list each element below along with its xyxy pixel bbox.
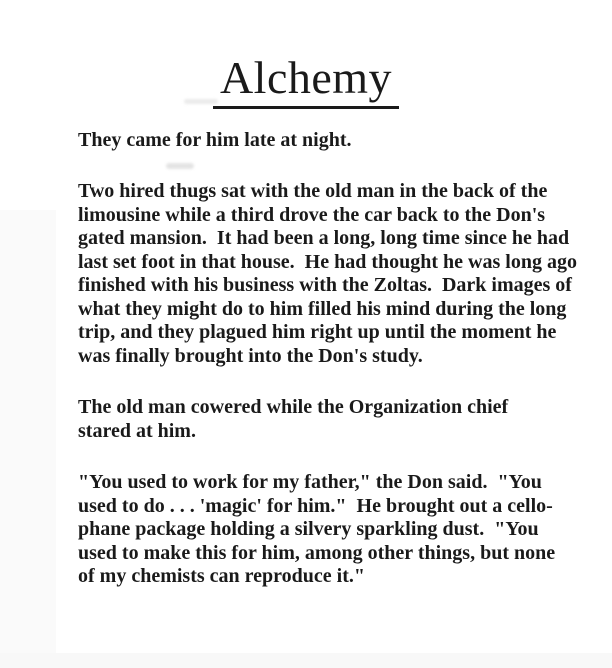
text-line: last set foot in that house. He had thought he was long ago [78,250,577,273]
text-line: gated mansion. It had been a long, long time since he had [78,227,570,250]
document-page [0,52,612,668]
page-title-text: Alchemy [213,52,399,109]
scan-edge-shading-left [0,210,56,660]
text-line: what they might do to him filled his mind during the long [78,297,567,320]
text-line: finished with his business with the Zoltas. Dark images of [78,274,572,297]
text-line: used to do . . . 'magic' for him." He brought out a cello- [78,494,553,517]
text-line: phane package holding a silvery sparkling dust. "You [78,518,539,541]
scan-smudge [166,163,194,169]
text-line: trip, and they plagued him right up until the moment he [78,321,557,344]
paragraph [78,129,612,153]
text-line: The old man cowered while the Organization chief [78,396,509,419]
paragraph [78,471,612,589]
scan-smudge [184,99,218,104]
text-line: was finally brought into the Don's study. [78,344,423,367]
text-line: of my chemists can reproduce it." [78,565,365,588]
text-line: "You used to work for my father," the Don said. "You [78,471,542,494]
text-line: They came for him late at night. [78,128,352,151]
page-title [0,52,612,109]
paragraph [78,396,612,443]
story-text [78,129,612,589]
text-line: stared at him. [78,419,196,442]
text-line: Two hired thugs sat with the old man in the back of the [78,180,548,203]
text-line: limousine while a third drove the car back to the Don's [78,203,546,226]
paragraph [78,180,612,368]
text-line: used to make this for him, among other things, but none [78,541,556,564]
scan-edge-shading-bottom [0,653,612,668]
